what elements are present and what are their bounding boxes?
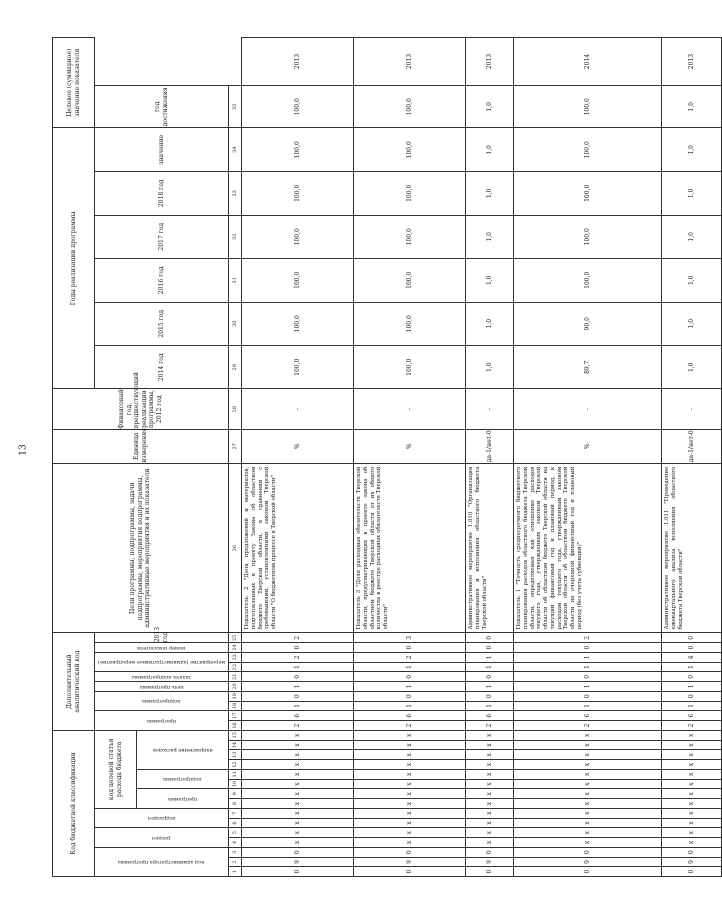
code-cell: х	[242, 808, 354, 818]
value-2015-cell: 100,0	[514, 259, 662, 302]
code-cell: 1	[514, 652, 662, 662]
indicator-table	[52, 37, 722, 877]
column-number: 21	[229, 672, 242, 682]
measures-header: мероприятие (административное мероприятие)	[97, 659, 226, 666]
year-2015-header: 2015 год	[95, 302, 229, 345]
code-cell: 1	[514, 662, 662, 672]
code-cell: 1	[466, 652, 514, 662]
value-2012-cell: -	[514, 389, 662, 429]
value-2017-cell: 100,0	[514, 172, 662, 215]
code-cell: х	[514, 808, 662, 818]
column-number: 14	[229, 740, 242, 750]
target-value-cell: 1,0	[466, 86, 514, 128]
code-cell: 3	[354, 633, 466, 643]
unit-cell: да-1/нет-0	[466, 429, 514, 463]
year-2018-header: 2018 год	[95, 172, 229, 215]
code-cell: 1	[662, 662, 722, 672]
code-cell: 0	[466, 672, 514, 682]
code-cell: 0	[466, 643, 514, 653]
target-year-cell: 2013	[354, 38, 466, 86]
value-2014-cell: 100,0	[242, 302, 354, 345]
code-cell: 0	[662, 691, 722, 701]
code-cell: х	[514, 838, 662, 848]
target-value-header: значение	[95, 128, 229, 172]
indicator-name-cell: Показатель 1 "Точность среднесрочного бюджетного планирования расходов областного бюджета Тверской области, определяемая как отношение расходов текущего года, утвержденных законом Тверской области об областном бюджете Тверской области на текущий финансовый год и плановый период, к расходам текущего года, утвержденным законом Тверской области об областном бюджете Тверской области на очередной финансовый год и плановый период (без учета субвенций)"	[514, 463, 662, 633]
value-2015-cell: 1,0	[466, 259, 514, 302]
name-header: Цели программы, подпрограммы, задачи подпрограммы, мероприятия подпрограммы, административные мероприятия и их показатели	[53, 463, 229, 633]
column-number: 26	[229, 463, 242, 633]
value-2015-cell: 1,0	[662, 259, 722, 302]
target-article-header: код целевой статьи расхода бюджета	[95, 730, 137, 808]
target-year-cell: 2014	[514, 38, 662, 86]
code-cell: 0	[514, 643, 662, 653]
column-number: 32	[229, 215, 242, 258]
page-number: 13	[18, 444, 29, 456]
code-cell: 0	[242, 867, 354, 877]
column-number: 11	[229, 769, 242, 779]
code-cell: х	[242, 769, 354, 779]
code-cell: х	[466, 808, 514, 818]
code-cell: х	[514, 769, 662, 779]
column-number: 31	[229, 259, 242, 302]
code-cell: 1	[242, 662, 354, 672]
year-2014-header: 2014 год	[95, 346, 229, 389]
value-2017-cell: 100,0	[354, 172, 466, 215]
column-number: 5	[229, 828, 242, 838]
code-cell: х	[466, 799, 514, 809]
code-cell: х	[662, 779, 722, 789]
code-cell: х	[514, 828, 662, 838]
code-cell: х	[514, 730, 662, 740]
additional-code-header: Дополнительный аналитический код	[53, 633, 95, 730]
code-cell: х	[662, 730, 722, 740]
code-cell: х	[514, 789, 662, 799]
table-row	[662, 38, 722, 877]
code-cell: 1	[466, 701, 514, 711]
code-cell: 2	[514, 633, 662, 643]
unit-header: Единица измерения	[53, 429, 229, 463]
add-subprogram-header: подпрограмма	[142, 698, 181, 705]
code-cell: х	[466, 779, 514, 789]
value-2012-cell: -	[466, 389, 514, 429]
target-value-cell: 1,0	[662, 86, 722, 128]
code-cell: 0	[662, 633, 722, 643]
table-row	[466, 38, 514, 877]
program-header: программа	[167, 795, 198, 802]
code-cell: х	[354, 769, 466, 779]
code-cell: х	[354, 789, 466, 799]
code-cell: 0	[466, 847, 514, 857]
code-cell: 0	[662, 867, 722, 877]
value-2016-cell: 100,0	[354, 215, 466, 258]
column-number: 22	[229, 662, 242, 672]
column-number: 2	[229, 857, 242, 867]
value-2013-cell: 100,0	[354, 346, 466, 389]
budget-classification-header: Код бюджетной классификации	[53, 730, 95, 876]
code-cell: 1	[354, 662, 466, 672]
code-cell: х	[514, 818, 662, 828]
code-cell: х	[354, 730, 466, 740]
code-cell: 6	[242, 711, 354, 721]
code-cell: х	[242, 760, 354, 770]
value-2014-cell: 1,0	[466, 302, 514, 345]
code-cell: х	[466, 730, 514, 740]
code-cell: 0	[514, 672, 662, 682]
code-cell: 9	[466, 857, 514, 867]
code-cell: х	[354, 760, 466, 770]
code-cell: 0	[466, 691, 514, 701]
column-number: 33	[229, 172, 242, 215]
value-2015-cell: 100,0	[242, 259, 354, 302]
unit-cell: %	[242, 429, 354, 463]
code-cell: х	[662, 818, 722, 828]
code-cell: 2	[354, 652, 466, 662]
code-cell: х	[466, 750, 514, 760]
code-cell: 1	[662, 701, 722, 711]
value-2017-cell: 1,0	[662, 172, 722, 215]
indicator-name-cell: Административное мероприятие 1.011 "Проведение ежеквартального анализа исполнения областного бюджета Тверской области"	[662, 463, 722, 633]
value-2012-cell: -	[354, 389, 466, 429]
code-cell: 0	[514, 867, 662, 877]
code-cell: 6	[662, 711, 722, 721]
code-cell: х	[242, 730, 354, 740]
years-header: Годы реализации программы	[53, 128, 95, 389]
code-cell: 1	[662, 682, 722, 692]
code-cell: 0	[242, 847, 354, 857]
table-row	[242, 38, 354, 877]
task-program-header: цель программы	[139, 683, 184, 690]
indicator-name-cell: Административное мероприятие 1.010 "Организация планирования и исполнения областного бюджета Тверской области"	[466, 463, 514, 633]
code-cell: х	[466, 740, 514, 750]
indicator-number-header: номер показателя	[137, 644, 186, 651]
code-cell: х	[466, 818, 514, 828]
code-cell: 1	[466, 662, 514, 672]
year-2016-header: 2016 год	[95, 259, 229, 302]
code-cell: х	[514, 799, 662, 809]
column-number: 16	[229, 721, 242, 731]
code-cell: 4	[662, 652, 722, 662]
value-2012-cell: -	[242, 389, 354, 429]
value-2012-cell: -	[662, 389, 722, 429]
target-value-cell: 100,0	[354, 86, 466, 128]
code-cell: 2	[242, 633, 354, 643]
code-cell: 9	[242, 857, 354, 867]
section-header: раздел	[152, 834, 171, 841]
code-cell: 1	[354, 701, 466, 711]
indicator-rows	[242, 38, 722, 877]
code-cell: 0	[242, 672, 354, 682]
code-cell: х	[354, 740, 466, 750]
target-year-cell: 2013	[466, 38, 514, 86]
code-cell: х	[466, 828, 514, 838]
value-2016-cell: 1,0	[466, 215, 514, 258]
target-value-cell: 100,0	[242, 86, 354, 128]
code-cell: 6	[354, 711, 466, 721]
column-number-row	[229, 38, 242, 877]
column-number: 34	[229, 128, 242, 172]
code-cell: х	[354, 750, 466, 760]
code-cell: 1	[514, 701, 662, 711]
code-cell: 6	[514, 711, 662, 721]
code-cell: 9	[662, 857, 722, 867]
code-cell: 0	[354, 691, 466, 701]
code-cell: х	[466, 838, 514, 848]
table-row	[514, 38, 662, 877]
value-2017-cell: 100,0	[242, 172, 354, 215]
code-cell: 2	[354, 721, 466, 731]
code-cell: х	[354, 828, 466, 838]
code-cell: х	[662, 740, 722, 750]
code-cell: х	[354, 838, 466, 848]
value-2013-cell: 100,0	[242, 346, 354, 389]
code-cell: х	[662, 838, 722, 848]
code-cell: 0	[242, 691, 354, 701]
code-cell: 1	[242, 701, 354, 711]
column-number: 35	[229, 86, 242, 128]
value-2013-cell: 1,0	[662, 346, 722, 389]
code-cell: 1	[242, 682, 354, 692]
column-number: 29	[229, 346, 242, 389]
code-cell: 0	[662, 847, 722, 857]
target-year-header: год достижения	[95, 86, 229, 128]
value-2013-cell: 89,7	[514, 346, 662, 389]
code-cell: 2	[662, 721, 722, 731]
code-cell: х	[242, 828, 354, 838]
value-2014-cell: 100,0	[354, 302, 466, 345]
code-cell: 2	[242, 652, 354, 662]
indicator-name-cell: Показатель 2 "Доля предложений и материалов, подготовленных к проекту Закона об областном бюджете Тверской области, в сравнении с требованиями, установленными законом Тверской области "О бюджетном процессе в Тверской области"	[242, 463, 354, 633]
code-cell: х	[466, 769, 514, 779]
unit-cell: %	[354, 429, 466, 463]
column-number: 25	[229, 633, 242, 643]
unit-cell: %	[514, 429, 662, 463]
code-cell: х	[466, 760, 514, 770]
value-2015-cell: 100,0	[354, 259, 466, 302]
unit-cell: да-1/нет-0	[662, 429, 722, 463]
code-cell: 1	[514, 682, 662, 692]
code-cell: х	[662, 808, 722, 818]
code-cell: х	[662, 789, 722, 799]
column-number: 20	[229, 682, 242, 692]
value-2018-cell: 1,0	[662, 128, 722, 172]
value-2018-cell: 100,0	[354, 128, 466, 172]
value-2017-cell: 1,0	[466, 172, 514, 215]
code-cell: 0	[354, 672, 466, 682]
add-program-header: программа	[146, 717, 177, 724]
column-number: 27	[229, 429, 242, 463]
target-value-cell: 100,0	[514, 86, 662, 128]
code-cell: х	[242, 799, 354, 809]
code-cell: х	[514, 779, 662, 789]
direction-header: направление расходов	[152, 747, 213, 753]
code-cell: 2	[514, 721, 662, 731]
column-number: 8	[229, 799, 242, 809]
column-number: 15	[229, 730, 242, 740]
target-header: Целевое (суммарное) значение показателя	[53, 38, 95, 129]
column-number: 13	[229, 750, 242, 760]
target-year-cell: 2013	[662, 38, 722, 86]
column-number: 6	[229, 818, 242, 828]
value-2016-cell: 100,0	[242, 215, 354, 258]
finance-2012-header: Финансовый год, предшествующий реализации программы, 2012 год	[53, 389, 229, 429]
column-number: 10	[229, 779, 242, 789]
code-cell: 2	[466, 721, 514, 731]
code-cell: 0	[354, 643, 466, 653]
code-cell: х	[466, 789, 514, 799]
code-cell: х	[662, 769, 722, 779]
code-cell: х	[662, 828, 722, 838]
code-cell: х	[242, 818, 354, 828]
table-row	[354, 38, 466, 877]
code-cell: х	[242, 779, 354, 789]
column-number: 24	[229, 643, 242, 653]
code-cell: 1	[466, 682, 514, 692]
value-2018-cell: 1,0	[466, 128, 514, 172]
value-2013-cell: 1,0	[466, 346, 514, 389]
indicator-name-cell: Показатель 3 "Доля расходных обязательств Тверской области, предусматривающих в проекте закона об областном бюджете Тверской области от их общего количества в реестре расходных обязательств Тверской области"	[354, 463, 466, 633]
code-cell: 0	[466, 867, 514, 877]
value-2014-cell: 90,0	[514, 302, 662, 345]
code-cell: 0	[662, 643, 722, 653]
indicator-table-sheet	[52, 37, 695, 877]
code-cell: 1	[354, 682, 466, 692]
column-number: 18	[229, 701, 242, 711]
code-cell: х	[514, 740, 662, 750]
code-cell: 0	[514, 691, 662, 701]
code-cell: 6	[466, 711, 514, 721]
subsection-header: подраздел	[147, 815, 176, 822]
column-number: 3	[229, 847, 242, 857]
code-cell: х	[354, 818, 466, 828]
code-cell: х	[354, 799, 466, 809]
column-number: 23	[229, 652, 242, 662]
column-number: 9	[229, 789, 242, 799]
code-cell: 0	[354, 847, 466, 857]
code-cell: 0	[242, 643, 354, 653]
admin-code-header: код администратора программы	[118, 859, 205, 866]
column-number: 28	[229, 389, 242, 429]
code-cell: х	[242, 750, 354, 760]
code-cell: 0	[354, 867, 466, 877]
value-2014-cell: 1,0	[662, 302, 722, 345]
subprogram-header: подпрограмма	[163, 776, 202, 783]
column-number: 1	[229, 867, 242, 877]
code-cell: 2	[242, 721, 354, 731]
task-subprogram-header: задача подпрограммы	[131, 673, 192, 680]
column-number: 7	[229, 808, 242, 818]
code-cell: х	[514, 750, 662, 760]
value-2018-cell: 100,0	[514, 128, 662, 172]
code-cell: х	[662, 750, 722, 760]
code-cell: 0	[514, 847, 662, 857]
year-2013-header: 2013 год	[95, 633, 229, 643]
code-cell: х	[242, 740, 354, 750]
column-number: 30	[229, 302, 242, 345]
column-number: 12	[229, 760, 242, 770]
value-2018-cell: 100,0	[242, 128, 354, 172]
code-cell: 9	[514, 857, 662, 867]
code-cell: х	[354, 779, 466, 789]
code-cell: х	[514, 760, 662, 770]
column-number: 19	[229, 691, 242, 701]
code-cell: 9	[354, 857, 466, 867]
code-cell: 0	[466, 633, 514, 643]
target-year-cell: 2013	[242, 38, 354, 86]
code-cell: 0	[662, 672, 722, 682]
code-cell: х	[242, 838, 354, 848]
year-2017-header: 2017 год	[95, 215, 229, 258]
value-2016-cell: 100,0	[514, 215, 662, 258]
column-number: 4	[229, 838, 242, 848]
code-cell: х	[662, 760, 722, 770]
value-2016-cell: 1,0	[662, 215, 722, 258]
code-cell: х	[662, 799, 722, 809]
column-number: 17	[229, 711, 242, 721]
code-cell: х	[354, 808, 466, 818]
code-cell: х	[242, 789, 354, 799]
